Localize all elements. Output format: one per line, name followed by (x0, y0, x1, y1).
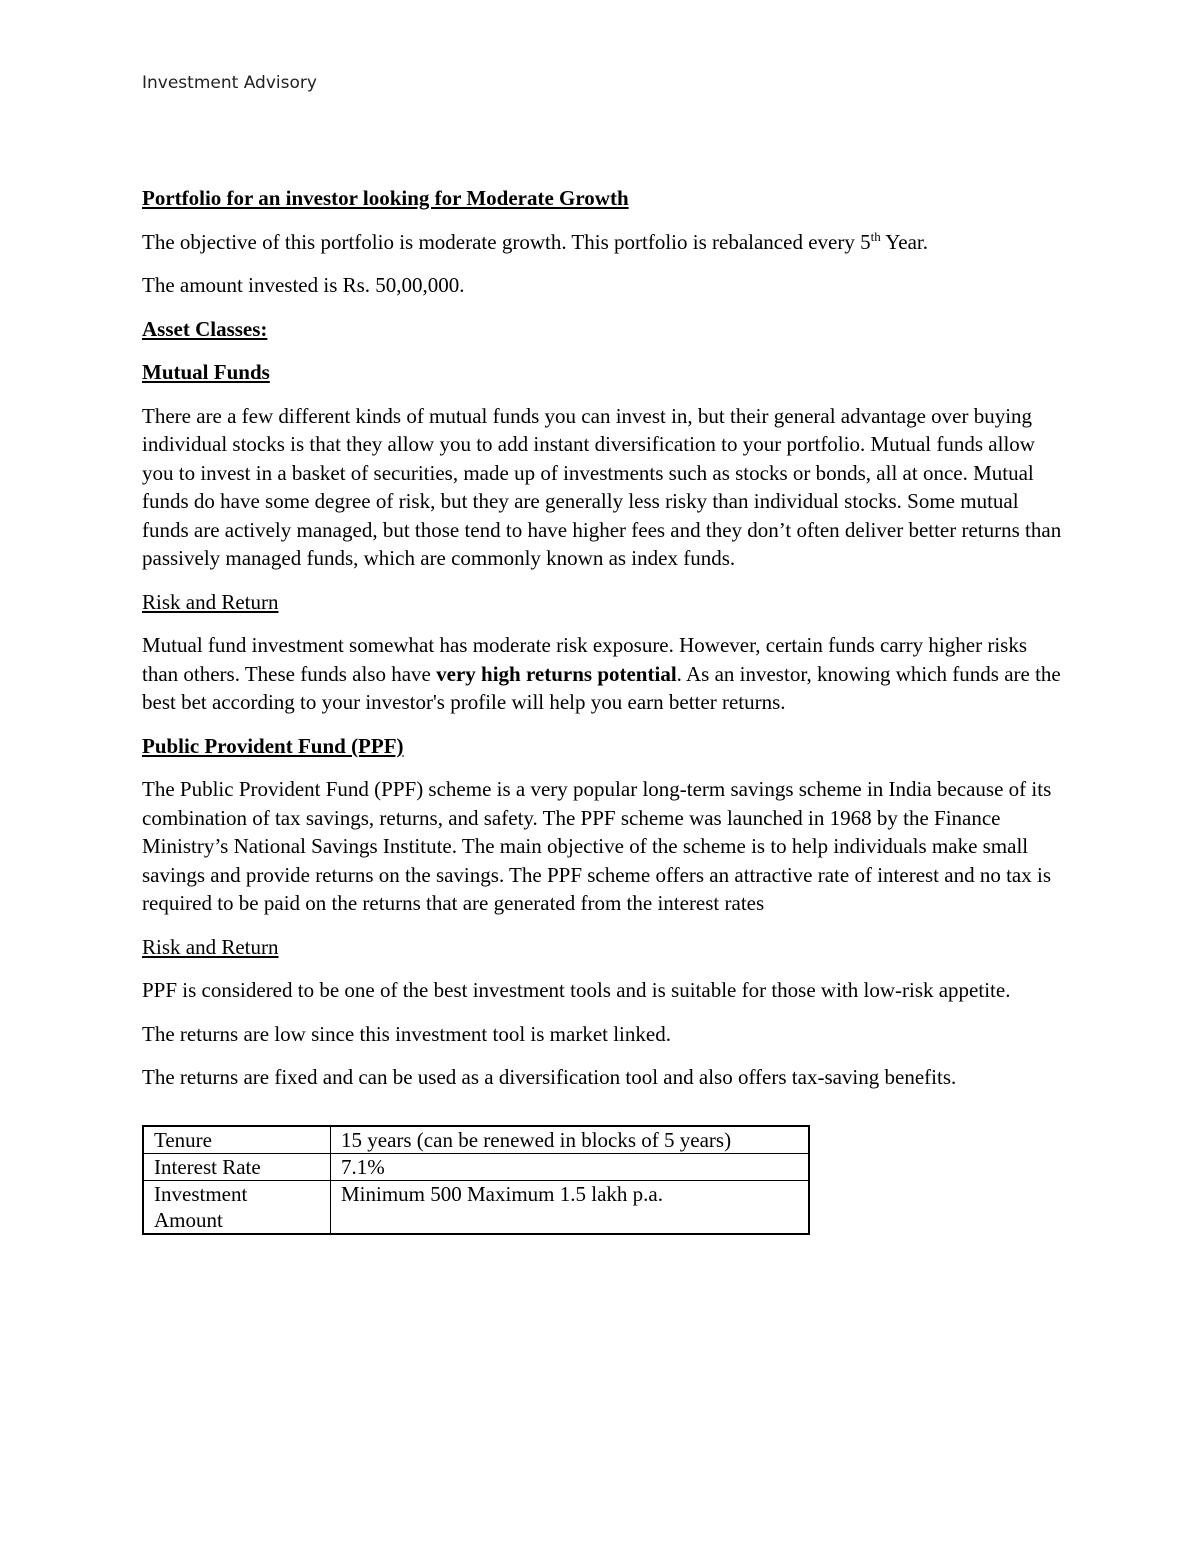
ppf-paragraph: The Public Provident Fund (PPF) scheme is a very popular long-term savings scheme in India because of its combination of tax savings, returns, and safety. The PPF scheme was launched in 1968 by the Finance Ministry’s National Savings Institute. The main objective of the scheme is to help individuals make small savings and provide returns on the savings. The PPF scheme offers an attractive rate of interest and no tax is required to be paid on the returns that are generated from the interest rates (142, 777, 1052, 915)
objective-superscript: th (870, 228, 881, 244)
ppf-risk-paragraph-1: PPF is considered to be one of the best investment tools and is suitable for those with low-risk appetite. (142, 978, 1011, 1002)
table-label-cell: Interest Rate (143, 1153, 331, 1180)
mf-risk-return-heading: Risk and Return (142, 589, 279, 614)
objective-text-end: Year. (880, 229, 928, 254)
portfolio-heading: Portfolio for an investor looking for Moderate Growth (142, 186, 629, 210)
table-row (143, 1180, 809, 1234)
table-value-cell: Minimum 500 Maximum 1.5 lakh p.a. (331, 1180, 810, 1234)
mutual-funds-paragraph: There are a few different kinds of mutual funds you can invest in, but their general advantage over buying individual stocks is that they allow you to add instant diversification to your portfolio. Mutual funds allow you to invest in a basket of securities, made up of investments such as stocks or bonds, all at once. Mutual funds do have some degree of risk, but they are generally less risky than individual stocks. Some mutual funds are actively managed, but those tend to have higher fees and they don’t often deliver better returns than passively managed funds, which are commonly known as index funds. (142, 403, 1062, 570)
ppf-risk-return-heading: Risk and Return (142, 934, 279, 959)
table-row (143, 1126, 809, 1154)
table-label-cell: Tenure (143, 1126, 331, 1154)
mf-risk-text-end: . As an investor, knowing which funds are the best bet according to your investor's profile will help you earn better returns. (142, 661, 1061, 714)
ppf-heading: Public Provident Fund (PPF) (142, 733, 404, 758)
mf-risk-text: Mutual fund investment somewhat has moderate risk exposure. However, certain funds carry higher risks than others. These funds also have (142, 633, 1027, 686)
mutual-funds-heading: Mutual Funds (142, 360, 270, 384)
mf-risk-paragraph (142, 631, 1062, 717)
ppf-details-table (142, 1125, 810, 1235)
page-header: Investment Advisory (142, 73, 317, 93)
table-value-cell: 7.1% (331, 1153, 810, 1180)
ppf-risk-paragraph-3: The returns are fixed and can be used as a diversification tool and also offers tax-saving benefits. (142, 1065, 957, 1089)
objective-paragraph (142, 228, 1062, 257)
asset-classes-heading: Asset Classes: (142, 316, 268, 341)
table-value-cell: 15 years (can be renewed in blocks of 5 years) (331, 1126, 810, 1154)
table-row (143, 1153, 809, 1180)
ppf-risk-paragraph-2: The returns are low since this investment tool is market linked. (142, 1021, 671, 1046)
mf-risk-bold-text: very high returns potential (436, 661, 677, 686)
document-body (142, 184, 1062, 1235)
objective-text: The objective of this portfolio is moderate growth. This portfolio is rebalanced every 5 (142, 229, 871, 254)
amount-paragraph: The amount invested is Rs. 50,00,000. (142, 273, 465, 297)
table-label-cell: Investment Amount (143, 1180, 331, 1234)
